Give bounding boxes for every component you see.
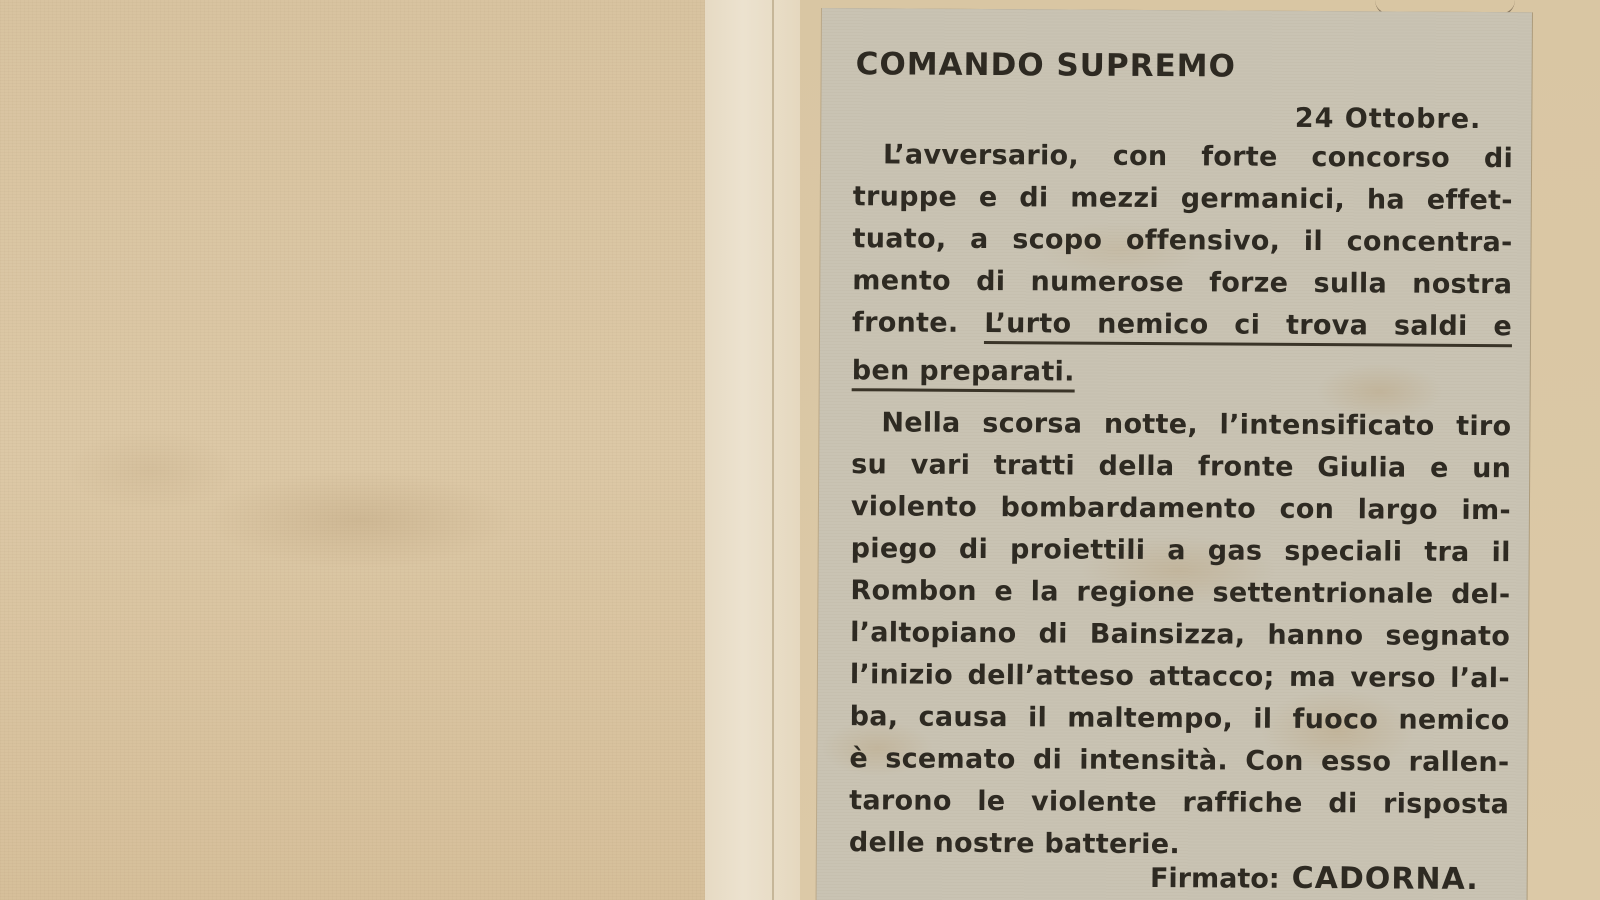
board-fold-strip [705, 0, 800, 900]
text-line: truppe e di mezzi germanici, ha effet- [852, 181, 1513, 217]
paragraph-1 [852, 134, 1514, 396]
newspaper-clipping [817, 8, 1532, 900]
board-fold-line [772, 0, 774, 900]
underlined-text: ben preparati. [852, 355, 1075, 392]
text-line: tuato, a scopo offensivo, il concentra- [852, 223, 1513, 259]
signature-prefix: Firmato: [1149, 863, 1280, 895]
text-line: l’altopiano di Bainsizza, hanno segnato [850, 617, 1511, 653]
text-line: mento di numerose forze sulla nostra [852, 265, 1513, 301]
text-line: Rombon e la regione settentrionale del- [850, 575, 1511, 611]
text-segment: fronte. [851, 307, 959, 339]
paragraph-2 [849, 402, 1512, 868]
text-line: tarono le violente raffiche di risposta [849, 785, 1510, 821]
text-line: su vari tratti della fronte Giulia e un [851, 449, 1512, 485]
signature-name: CADORNA. [1291, 860, 1479, 898]
text-line: Nella scorsa notte, l’intensificato tiro [881, 407, 1512, 443]
text-line: L’avversario, con forte concorso di [883, 139, 1514, 175]
underlined-text: L’urto nemico ci trova saldi e [984, 308, 1512, 347]
text-line: piego di proiettili a gas speciali tra il [850, 533, 1511, 569]
text-line: l’inizio dell’atteso attacco; ma verso l’al- [849, 659, 1511, 695]
text-line-underlined [852, 350, 1512, 396]
signature-line [1150, 860, 1479, 897]
text-line: violento bombardamento con largo im- [850, 491, 1512, 527]
text-line: è scemato di intensità. Con esso rallen- [849, 743, 1510, 779]
clipping-heading: COMANDO SUPREMO [855, 46, 1236, 85]
text-line: delle nostre batterie. [848, 827, 1181, 861]
clipping-date: 24 Ottobre. [1294, 102, 1482, 136]
text-line-mixed [852, 302, 1512, 348]
text-line: ba, causa il maltempo, il fuoco nemico [849, 701, 1510, 737]
mounting-board-left [0, 0, 705, 900]
